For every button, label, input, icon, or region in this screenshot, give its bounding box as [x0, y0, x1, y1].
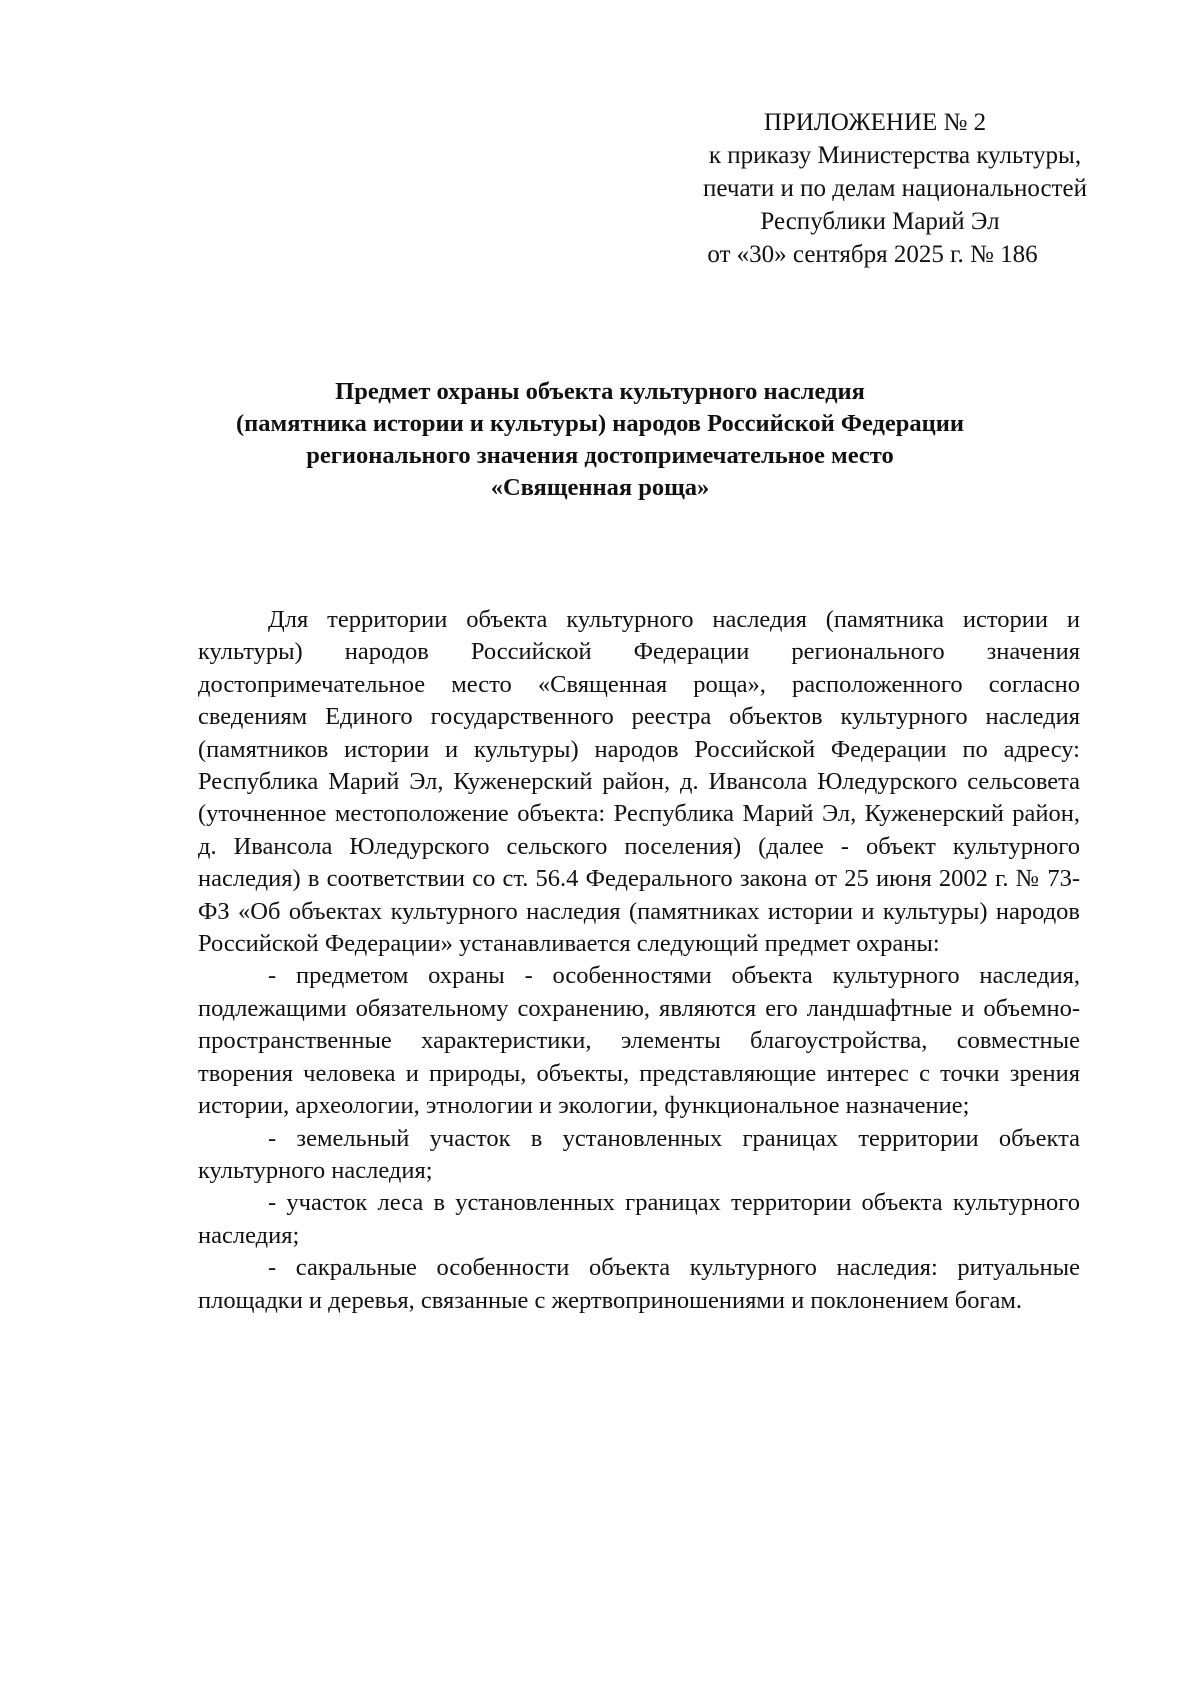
protection-item-4: - сакральные особенности объекта культурного наследия: ритуальные площадки и деревья, связанные с жертвоприношениями и поклонением богам. — [198, 1254, 1080, 1314]
protection-item-2: - земельный участок в установленных границах территории объекта культурного наследия; — [198, 1124, 1080, 1184]
appendix-number: ПРИЛОЖЕНИЕ № 2 — [763, 109, 987, 136]
protection-item-3: - участок леса в установленных границах территории объекта культурного наследия; — [198, 1189, 1080, 1249]
appendix-ministry-line: печати и по делам национальностей — [703, 175, 1087, 202]
title-line-2: (памятника истории и культуры) народов Российской Федерации — [236, 410, 964, 437]
protection-item-1: - предметом охраны - особенностями объекта культурного наследия, подлежащими обязательному сохранению, являются его ландшафтные и объемно-пространственные характеристики, элементы благоустройства, совместные творения человека и природы, объекты, представляющие интерес с точки зрения истории, археологии, этнологии и экологии, функциональное назначение; — [198, 962, 1080, 1120]
title-line-1: Предмет охраны объекта культурного наследия — [335, 378, 865, 405]
document-title — [140, 376, 1060, 504]
appendix-header — [600, 106, 1170, 271]
title-line-3: регионального значения достопримечательное место — [306, 442, 894, 469]
title-line-4: «Священная роща» — [490, 474, 710, 501]
intro-paragraph: Для территории объекта культурного наследия (памятника истории и культуры) народов Российской Федерации регионального значения достопримечательное место «Священная роща», расположенного согласно сведениям Единого государственного реестра объектов культурного наследия (памятников истории и культуры) народов Российской Федерации по адресу: Республика Марий Эл, Куженерский район, д. Ивансола Юледурского сельсовета (уточненное местоположение объекта: Республика Марий Эл, Куженерский район, д. Ивансола Юледурского сельского поселения) (далее - объект культурного наследия) в соответствии со ст. 56.4 Федерального закона от 25 июня 2002 г. № 73-ФЗ «Об объектах культурного наследия (памятниках истории и культуры) народов Российской Федерации» устанавливается следующий предмет охраны: — [198, 606, 1080, 958]
appendix-order-line: к приказу Министерства культуры, — [708, 142, 1082, 169]
appendix-republic-line: Республики Марий Эл — [760, 208, 1000, 235]
document-body — [198, 604, 1080, 1317]
appendix-date-line: от «30» сентября 2025 г. № 186 — [707, 241, 1038, 268]
